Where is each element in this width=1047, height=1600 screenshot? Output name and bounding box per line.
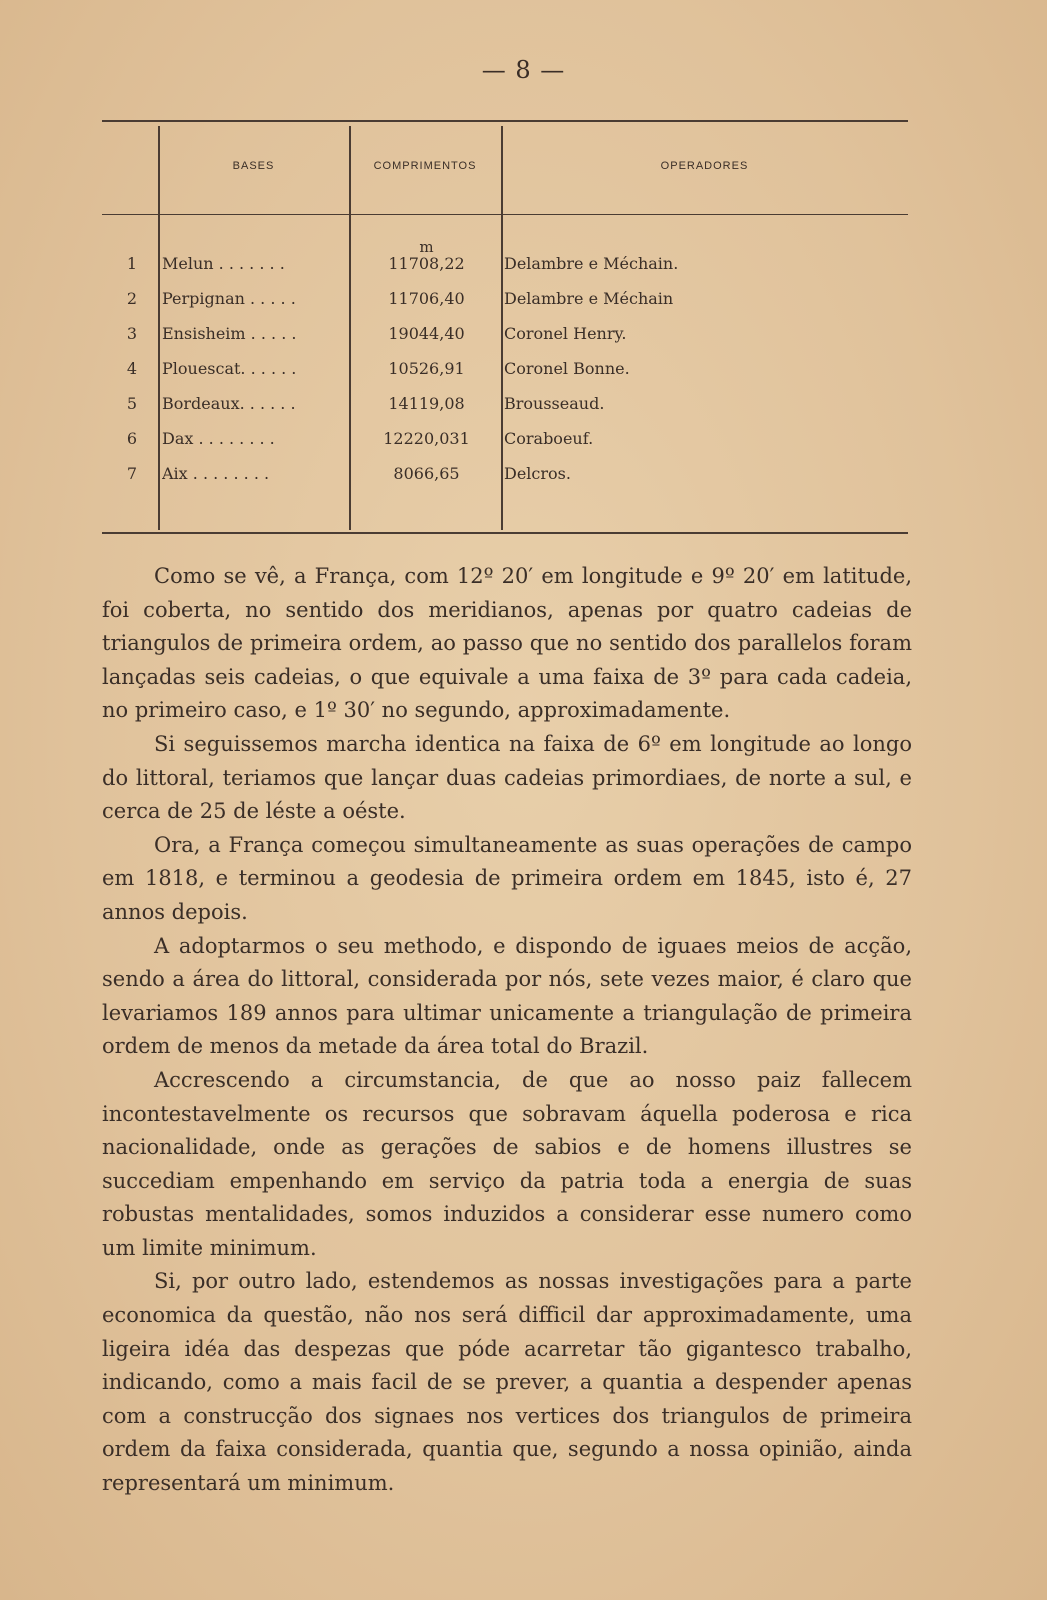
paragraph: Si, por outro lado, estendemos as nossas investigações para a parte economica da questão, não nos será difficil dar approximadamente, uma ligeira idéa das despezas que póde acarretar tão gigantesco trabalho, indicando, como a mais facil de se prever, a quantia a despender apenas com a construcção dos signaes nos vertices dos triangulos de primeira ordem da faixa considerada, quantia que, segundo a nossa opinião, ainda representará um minimum. <box>102 1269 912 1496</box>
row-base: Aix . . . . . . . . <box>162 464 270 483</box>
table-row <box>102 464 908 500</box>
table-row <box>102 289 908 325</box>
row-number: 5 <box>126 394 138 413</box>
table-row <box>102 394 908 430</box>
row-number: 1 <box>126 254 138 273</box>
row-base: Bordeaux. . . . . . <box>162 394 296 413</box>
row-length: 11708,22 <box>388 254 465 273</box>
row-operators: Coraboeuf. <box>504 429 594 448</box>
row-length: 11706,40 <box>388 289 465 308</box>
paragraph: Ora, a França começou simultaneamente as suas operações de campo em 1818, e terminou a geodesia de primeira ordem em 1845, isto é, 27 annos depois. <box>102 832 912 924</box>
body-text <box>102 560 912 1501</box>
table-bottom-rule <box>102 532 908 534</box>
length-unit: m <box>419 238 434 256</box>
row-length: 10526,91 <box>388 359 465 378</box>
row-length: 12220,031 <box>383 429 470 448</box>
row-operators: Brousseaud. <box>504 394 605 413</box>
row-length: 14119,08 <box>388 394 465 413</box>
paragraph: Si seguissemos marcha identica na faixa de 6º em longitude ao longo do littoral, teriamos que lançar duas cadeias primordiaes, de norte a sul, e cerca de 25 de léste a oéste. <box>102 731 912 824</box>
paragraph: A adoptarmos o seu methodo, e dispondo de iguaes meios de acção, sendo a área do littoral, considerada por nós, sete vezes maior, é claro que levariamos 189 annos para ultimar unicamente a triangulação de primeira ordem de menos da metade da área total do Brazil. <box>102 933 912 1059</box>
header-operadores: OPERADORES <box>660 160 749 172</box>
page-number: — 8 — <box>481 56 566 84</box>
row-number: 3 <box>126 324 138 343</box>
table-row <box>102 254 908 290</box>
row-operators: Coronel Henry. <box>504 324 627 343</box>
table-header-rule <box>102 214 908 215</box>
row-base: Ensisheim . . . . . <box>162 324 297 343</box>
table-top-rule <box>102 120 908 122</box>
paragraph: Accrescendo a circumstancia, de que ao nosso paiz fallecem incontestavelmente os recursos que sobravam áquella poderosa e rica nacionalidade, onde as gerações de sabios e de homens illustres se succediam empenhando em serviço da patria toda a energia de suas robustas mentalidades, somos induzidos a considerar esse numero como um limite minimum. <box>102 1067 912 1260</box>
paragraph: Como se vê, a França, com 12º 20′ em longitude e 9º 20′ em latitude, foi coberta, no sentido dos meridianos, apenas por quatro cadeias de triangulos de primeira ordem, ao passo que no sentido dos parallelos foram lançadas seis cadeias, o que equivale a uma faixa de 3º para cada cadeia, no primeiro caso, e 1º 30′ no segundo, approximadamente. <box>102 564 912 723</box>
row-number: 6 <box>126 429 138 448</box>
row-number: 2 <box>126 289 138 308</box>
row-operators: Delambre e Méchain. <box>504 254 679 273</box>
row-base: Plouescat. . . . . . <box>162 359 297 378</box>
header-comprimentos: COMPRIMENTOS <box>373 160 477 172</box>
bases-table <box>102 120 908 536</box>
table-row <box>102 324 908 360</box>
row-number: 4 <box>126 359 138 378</box>
table-row <box>102 429 908 465</box>
row-operators: Delcros. <box>504 464 571 483</box>
row-operators: Coronel Bonne. <box>504 359 630 378</box>
row-base: Melun . . . . . . . <box>162 254 285 273</box>
row-base: Dax . . . . . . . . <box>162 429 275 448</box>
row-length: 8066,65 <box>393 464 460 483</box>
header-bases: BASES <box>232 160 275 172</box>
table-row <box>102 359 908 395</box>
row-base: Perpignan . . . . . <box>162 289 296 308</box>
row-length: 19044,40 <box>388 324 465 343</box>
row-operators: Delambre e Méchain <box>504 289 674 308</box>
row-number: 7 <box>126 464 138 483</box>
